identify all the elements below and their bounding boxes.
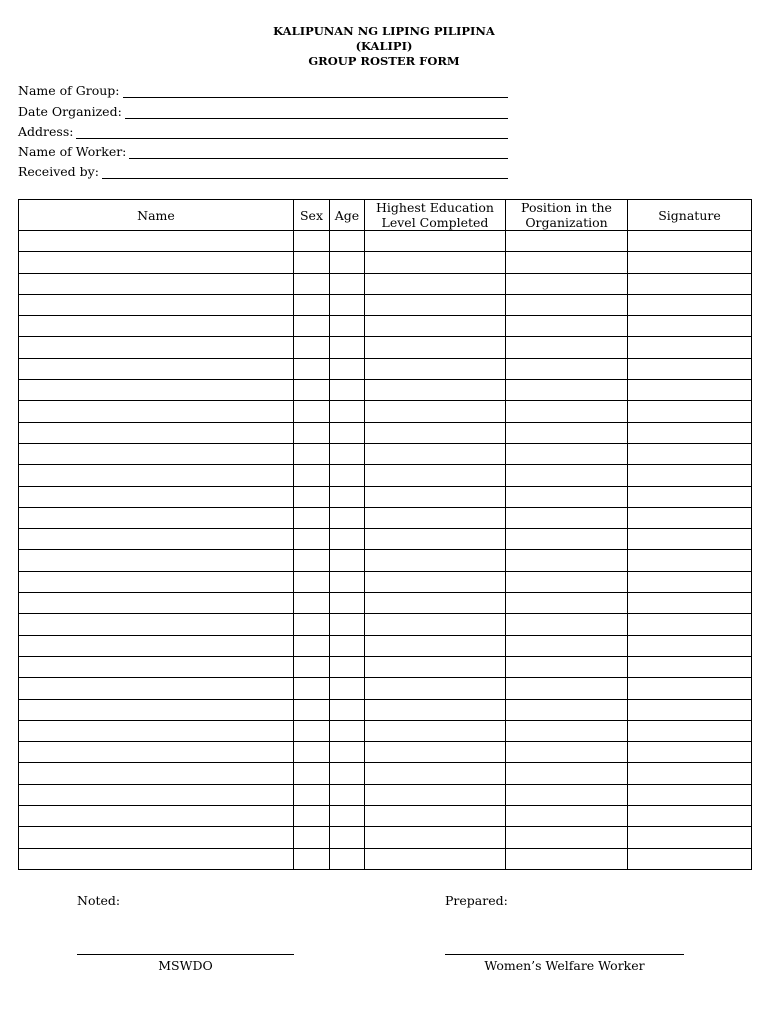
form-title: GROUP ROSTER FORM [308,54,460,68]
received-by-label: Received by: [18,164,99,180]
cell-position[interactable] [506,529,628,550]
cell-education[interactable] [365,443,506,464]
cell-age[interactable] [330,806,365,827]
cell-education[interactable] [365,316,506,337]
cell-age[interactable] [330,465,365,486]
cell-name[interactable] [19,550,294,571]
cell-position[interactable] [506,422,628,443]
cell-position[interactable] [506,486,628,507]
table-row [19,827,752,848]
cell-name[interactable] [19,422,294,443]
cell-signature[interactable] [628,422,752,443]
column-header-sex: Sex [294,200,330,231]
cell-position[interactable] [506,806,628,827]
cell-name[interactable] [19,806,294,827]
cell-signature[interactable] [628,720,752,741]
table-row [19,231,752,252]
table-row [19,806,752,827]
table-row [19,507,752,528]
cell-education[interactable] [365,529,506,550]
cell-signature[interactable] [628,380,752,401]
received-by-line[interactable] [102,177,508,179]
cell-age[interactable] [330,443,365,464]
welfare-worker-signature-line[interactable] [445,954,684,955]
cell-position[interactable] [506,699,628,720]
cell-position[interactable] [506,231,628,252]
name-of-group-line[interactable] [123,96,509,98]
cell-signature[interactable] [628,252,752,273]
date-organized-label: Date Organized: [18,103,122,119]
cell-name[interactable] [19,273,294,294]
table-row [19,699,752,720]
cell-position[interactable] [506,784,628,805]
cell-name[interactable] [19,380,294,401]
roster-body [19,231,752,870]
table-row [19,358,752,379]
cell-education[interactable] [365,806,506,827]
cell-education[interactable] [365,656,506,677]
cell-age[interactable] [330,529,365,550]
page-title-block [0,24,768,69]
cell-age[interactable] [330,614,365,635]
cell-sex[interactable] [294,848,330,869]
cell-sex[interactable] [294,465,330,486]
cell-education[interactable] [365,380,506,401]
table-row [19,486,752,507]
table-row [19,422,752,443]
cell-sex[interactable] [294,784,330,805]
table-row [19,763,752,784]
cell-name[interactable] [19,742,294,763]
cell-sex[interactable] [294,337,330,358]
received-by-field[interactable] [18,160,508,180]
cell-position[interactable] [506,763,628,784]
page-title: KALIPUNAN NG LIPING PILIPINA [273,24,495,38]
cell-position[interactable] [506,742,628,763]
table-row [19,593,752,614]
cell-position[interactable] [506,550,628,571]
cell-age[interactable] [330,827,365,848]
cell-position[interactable] [506,571,628,592]
cell-age[interactable] [330,550,365,571]
cell-signature[interactable] [628,635,752,656]
cell-name[interactable] [19,443,294,464]
name-of-group-label: Name of Group: [18,83,120,99]
cell-position[interactable] [506,614,628,635]
column-header-name: Name [19,200,294,231]
cell-age[interactable] [330,380,365,401]
cell-name[interactable] [19,465,294,486]
roster-table [18,199,752,870]
cell-sex[interactable] [294,571,330,592]
table-row [19,656,752,677]
cell-age[interactable] [330,273,365,294]
cell-education[interactable] [365,635,506,656]
cell-position[interactable] [506,273,628,294]
cell-sex[interactable] [294,401,330,422]
cell-signature[interactable] [628,614,752,635]
cell-education[interactable] [365,401,506,422]
cell-age[interactable] [330,231,365,252]
mswdo-signature-line[interactable] [77,954,294,955]
cell-name[interactable] [19,294,294,315]
roster-header-row [19,200,752,231]
cell-sex[interactable] [294,593,330,614]
cell-position[interactable] [506,827,628,848]
table-row [19,784,752,805]
cell-sex[interactable] [294,529,330,550]
cell-sex[interactable] [294,422,330,443]
welfare-worker-caption: Women’s Welfare Worker [484,958,645,973]
cell-position[interactable] [506,656,628,677]
table-row [19,571,752,592]
column-header-age: Age [330,200,365,231]
cell-sex[interactable] [294,380,330,401]
prepared-label: Prepared: [445,893,508,908]
cell-education[interactable] [365,273,506,294]
cell-age[interactable] [330,316,365,337]
cell-age[interactable] [330,848,365,869]
cell-name[interactable] [19,337,294,358]
address-label: Address: [18,123,74,139]
table-row [19,294,752,315]
cell-education[interactable] [365,358,506,379]
table-row [19,443,752,464]
table-row [19,337,752,358]
cell-education[interactable] [365,252,506,273]
cell-education[interactable] [365,507,506,528]
cell-name[interactable] [19,656,294,677]
cell-name[interactable] [19,486,294,507]
cell-age[interactable] [330,763,365,784]
cell-sex[interactable] [294,443,330,464]
cell-sex[interactable] [294,550,330,571]
cell-position[interactable] [506,337,628,358]
cell-sex[interactable] [294,486,330,507]
cell-name[interactable] [19,699,294,720]
date-organized-field[interactable] [18,99,508,119]
cell-position[interactable] [506,252,628,273]
cell-signature[interactable] [628,742,752,763]
name-of-worker-line[interactable] [129,157,508,159]
table-row [19,614,752,635]
cell-name[interactable] [19,231,294,252]
cell-signature[interactable] [628,784,752,805]
cell-education[interactable] [365,422,506,443]
cell-name[interactable] [19,571,294,592]
cell-signature[interactable] [628,656,752,677]
cell-education[interactable] [365,231,506,252]
cell-position[interactable] [506,678,628,699]
cell-name[interactable] [19,252,294,273]
cell-position[interactable] [506,358,628,379]
cell-age[interactable] [330,337,365,358]
cell-age[interactable] [330,678,365,699]
cell-name[interactable] [19,635,294,656]
mswdo-caption: MSWDO [158,958,213,973]
cell-name[interactable] [19,720,294,741]
cell-education[interactable] [365,593,506,614]
cell-position[interactable] [506,401,628,422]
name-of-group-field[interactable] [18,79,508,99]
cell-age[interactable] [330,401,365,422]
cell-education[interactable] [365,294,506,315]
cell-sex[interactable] [294,614,330,635]
cell-sex[interactable] [294,656,330,677]
table-row [19,465,752,486]
cell-education[interactable] [365,571,506,592]
cell-education[interactable] [365,337,506,358]
cell-sex[interactable] [294,273,330,294]
column-header-position: Position in the Organization [506,200,628,231]
cell-position[interactable] [506,294,628,315]
cell-position[interactable] [506,507,628,528]
cell-age[interactable] [330,486,365,507]
column-header-signature: Signature [628,200,752,231]
cell-signature[interactable] [628,273,752,294]
table-row [19,635,752,656]
name-of-worker-field[interactable] [18,140,508,160]
cell-education[interactable] [365,827,506,848]
table-row [19,252,752,273]
noted-label: Noted: [77,893,121,908]
cell-education[interactable] [365,720,506,741]
cell-sex[interactable] [294,294,330,315]
cell-signature[interactable] [628,529,752,550]
cell-education[interactable] [365,678,506,699]
cell-signature[interactable] [628,465,752,486]
cell-education[interactable] [365,550,506,571]
table-row [19,273,752,294]
cell-position[interactable] [506,720,628,741]
cell-position[interactable] [506,593,628,614]
cell-sex[interactable] [294,742,330,763]
cell-signature[interactable] [628,593,752,614]
cell-signature[interactable] [628,763,752,784]
cell-sex[interactable] [294,635,330,656]
cell-name[interactable] [19,358,294,379]
cell-position[interactable] [506,635,628,656]
table-row [19,529,752,550]
cell-signature[interactable] [628,827,752,848]
table-row [19,401,752,422]
cell-signature[interactable] [628,294,752,315]
cell-name[interactable] [19,316,294,337]
cell-sex[interactable] [294,827,330,848]
cell-signature[interactable] [628,231,752,252]
cell-age[interactable] [330,507,365,528]
cell-sex[interactable] [294,678,330,699]
cell-signature[interactable] [628,443,752,464]
cell-signature[interactable] [628,806,752,827]
cell-sex[interactable] [294,358,330,379]
table-row [19,848,752,869]
column-header-education: Highest Education Level Completed [365,200,506,231]
page-subtitle: (KALIPI) [355,39,413,53]
table-row [19,380,752,401]
cell-age[interactable] [330,571,365,592]
cell-education[interactable] [365,784,506,805]
address-line[interactable] [76,137,508,139]
cell-name[interactable] [19,784,294,805]
cell-age[interactable] [330,720,365,741]
cell-signature[interactable] [628,507,752,528]
cell-education[interactable] [365,699,506,720]
address-field[interactable] [18,120,508,140]
cell-age[interactable] [330,656,365,677]
cell-signature[interactable] [628,550,752,571]
cell-signature[interactable] [628,486,752,507]
cell-sex[interactable] [294,252,330,273]
cell-position[interactable] [506,443,628,464]
table-row [19,316,752,337]
cell-age[interactable] [330,742,365,763]
cell-name[interactable] [19,507,294,528]
cell-name[interactable] [19,827,294,848]
cell-education[interactable] [365,848,506,869]
cell-position[interactable] [506,316,628,337]
cell-signature[interactable] [628,848,752,869]
table-row [19,550,752,571]
cell-position[interactable] [506,465,628,486]
cell-education[interactable] [365,614,506,635]
cell-name[interactable] [19,848,294,869]
cell-age[interactable] [330,784,365,805]
cell-education[interactable] [365,486,506,507]
cell-sex[interactable] [294,507,330,528]
cell-age[interactable] [330,635,365,656]
cell-age[interactable] [330,422,365,443]
cell-position[interactable] [506,848,628,869]
cell-name[interactable] [19,593,294,614]
cell-signature[interactable] [628,337,752,358]
cell-signature[interactable] [628,678,752,699]
table-row [19,678,752,699]
cell-sex[interactable] [294,720,330,741]
cell-name[interactable] [19,678,294,699]
cell-sex[interactable] [294,763,330,784]
cell-sex[interactable] [294,231,330,252]
cell-age[interactable] [330,252,365,273]
cell-education[interactable] [365,742,506,763]
cell-name[interactable] [19,763,294,784]
cell-education[interactable] [365,465,506,486]
cell-sex[interactable] [294,806,330,827]
cell-sex[interactable] [294,699,330,720]
table-row [19,742,752,763]
cell-name[interactable] [19,401,294,422]
table-row [19,720,752,741]
cell-position[interactable] [506,380,628,401]
cell-name[interactable] [19,614,294,635]
name-of-worker-label: Name of Worker: [18,144,127,160]
cell-sex[interactable] [294,316,330,337]
cell-age[interactable] [330,294,365,315]
cell-age[interactable] [330,699,365,720]
cell-signature[interactable] [628,571,752,592]
group-info-fields [18,79,508,180]
date-organized-line[interactable] [125,117,508,119]
cell-signature[interactable] [628,358,752,379]
cell-education[interactable] [365,763,506,784]
cell-name[interactable] [19,529,294,550]
cell-signature[interactable] [628,699,752,720]
cell-signature[interactable] [628,316,752,337]
cell-signature[interactable] [628,401,752,422]
cell-age[interactable] [330,358,365,379]
cell-age[interactable] [330,593,365,614]
